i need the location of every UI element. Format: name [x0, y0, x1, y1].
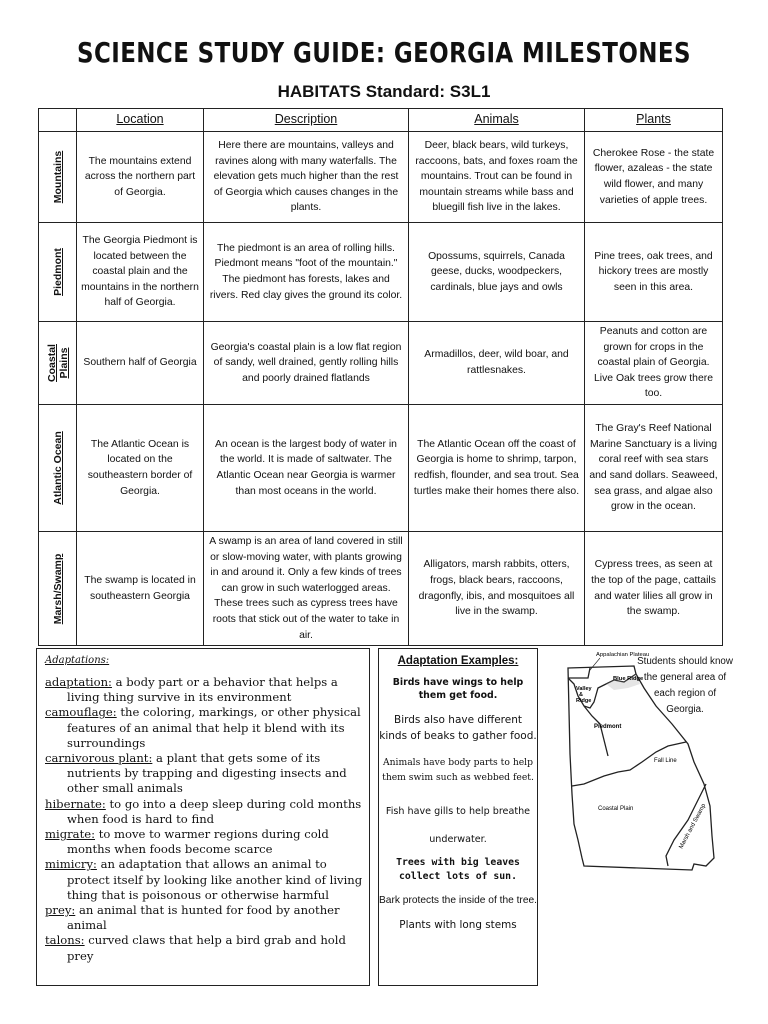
definition-item	[45, 903, 367, 933]
plants-cell: The Gray's Reef National Marine Sanctuary is a living coral reef with sea stars and sand dollars. Seaweed, sea grass, and algae also grow in the ocean.	[585, 404, 723, 531]
map-label-marsh: Marsh and Swamp	[678, 802, 708, 850]
example-item: Birds also have different kinds of beaks to gather food.	[379, 714, 537, 742]
definition-term: talons:	[45, 933, 85, 948]
definition-term: mimicry:	[45, 857, 97, 872]
plants-cell: Cypress trees, as seen at the top of the page, cattails and water lilies all grow in the swamp.	[585, 531, 723, 645]
row-label-mountains: Mountains	[51, 150, 64, 204]
table-row-atlantic-ocean	[39, 404, 723, 531]
definition-text: to move to warmer regions during cold months when foods become scarce	[67, 827, 329, 857]
map-label-piedmont: Piedmont	[594, 724, 622, 730]
row-label-atlantic-ocean: Atlantic Ocean	[51, 431, 64, 505]
definitions-list	[45, 675, 367, 964]
definition-text: a plant that gets some of its nutrients by trapping and digesting insects and other small animals	[67, 751, 347, 796]
description-cell: An ocean is the largest body of water in the world. It is made of saltwater. The Atlantic Ocean near Georgia is warmer than most oceans in the world.	[204, 404, 409, 531]
definition-text: the coloring, markings, or other physical features of an animal that help it blend with its surroundings	[67, 705, 361, 750]
location-cell: Southern half of Georgia	[77, 322, 204, 405]
example-item: Animals have body parts to help them swim such as webbed feet.	[382, 757, 534, 783]
definition-item	[45, 857, 367, 903]
row-label-marsh-swamp: Marsh/Swamp	[51, 553, 64, 624]
animals-cell: Deer, black bears, wild turkeys, raccoons, bats, and foxes roam the mountains. Trout can be found in mountain streams while bass and bluegill fish live in the lakes.	[409, 132, 585, 223]
location-cell: The Atlantic Ocean is located on the southeastern border of Georgia.	[77, 404, 204, 531]
map-label-valley: Valley	[576, 686, 592, 692]
example-item: Plants with long stems	[399, 919, 517, 931]
table-corner-cell	[39, 109, 77, 132]
definition-text: to go into a deep sleep during cold months when food is hard to find	[67, 796, 362, 826]
description-cell: The piedmont is an area of rolling hills. Piedmont means "foot of the mountain." The piedmont has forests, lakes and rivers. Red clay gives the ground its color.	[204, 223, 409, 322]
definition-text: a body part or a behavior that helps a living thing survive in its environment	[67, 675, 338, 705]
row-label-coastal-plains: Coastal Plains	[45, 344, 70, 382]
definition-item	[45, 751, 367, 797]
plants-cell: Cherokee Rose - the state flower, azaleas - the state wild flower, and many varieties of apple trees.	[585, 132, 723, 223]
animals-cell: Armadillos, deer, wild boar, and rattlesnakes.	[409, 322, 585, 405]
column-header-plants: Plants	[585, 109, 723, 132]
map-label-coastal-plain: Coastal Plain	[598, 806, 634, 812]
definition-item	[45, 797, 367, 827]
adaptations-heading: Adaptations:	[45, 655, 110, 666]
row-label-piedmont: Piedmont	[51, 248, 64, 296]
table-row-mountains	[39, 132, 723, 223]
marsh-boundary	[666, 784, 706, 866]
definition-term: prey:	[45, 903, 76, 918]
example-item: Bark protects the inside of the tree.	[379, 895, 537, 906]
row-label-cell	[39, 223, 77, 322]
definition-text: an animal that is hunted for food by another animal	[67, 903, 340, 933]
description-cell: A swamp is an area of land covered in still or slow-moving water, with plants growing in and around it. Only a few kinds of trees can grow in such waterlogged areas. These trees such as cypress trees have roots that stick out of the water to take in air.	[204, 531, 409, 645]
definition-term: camouflage:	[45, 705, 117, 720]
map-label-blue-ridge: Blue Ridge	[613, 676, 644, 682]
location-cell: The swamp is located in southeastern Georgia	[77, 531, 204, 645]
definition-item	[45, 827, 367, 857]
definition-term: hibernate:	[45, 796, 106, 811]
piedmont-line	[584, 706, 608, 756]
definition-text: curved claws that help a bird grab and hold prey	[67, 933, 346, 963]
example-item: Fish have gills to help breathe underwater.	[385, 806, 531, 845]
map-label-ridge: Ridge	[576, 698, 592, 704]
map-label-ampersand: &	[579, 692, 583, 698]
definition-text: an adaptation that allows an animal to protect itself by looking like another kind of living thing that is poisonous or otherwise harmful	[67, 857, 363, 902]
table-row-coastal-plains	[39, 322, 723, 405]
row-label-cell	[39, 322, 77, 405]
map-note: Students should know the general area of each region of Georgia.	[637, 656, 733, 715]
examples-box	[378, 648, 538, 986]
animals-cell: Alligators, marsh rabbits, otters, frogs, black bears, raccoons, dragonfly, ibis, and mosquitoes all live in the swamp.	[409, 531, 585, 645]
column-header-location: Location	[77, 109, 204, 132]
definition-item	[45, 933, 367, 963]
row-label-cell	[39, 404, 77, 531]
example-item: Birds have wings to help them get food.	[392, 677, 524, 701]
definition-item	[45, 705, 367, 751]
page-subtitle: HABITATS Standard: S3L1	[277, 82, 491, 101]
location-cell: The Georgia Piedmont is located between the coastal plain and the mountains in the northern half of Georgia.	[77, 223, 204, 322]
definition-term: adaptation:	[45, 675, 112, 689]
animals-cell: Opossums, squirrels, Canada geese, ducks, woodpeckers, cardinals, blue jays and owls	[409, 223, 585, 322]
column-header-description: Description	[204, 109, 409, 132]
appalachian-pointer	[590, 658, 600, 670]
column-header-animals: Animals	[409, 109, 585, 132]
table-row-piedmont	[39, 223, 723, 322]
examples-heading: Adaptation Examples:	[397, 655, 519, 667]
habitats-table	[38, 108, 723, 646]
example-item: Trees with big leaves collect lots of sun.	[396, 857, 520, 882]
table-row-marsh-swamp	[39, 531, 723, 645]
row-label-cell	[39, 132, 77, 223]
fall-line	[572, 742, 686, 786]
map-label-fall-line: Fall Line	[654, 758, 677, 764]
definition-term: carnivorous plant:	[45, 751, 153, 766]
appalachian-boundary	[568, 668, 590, 678]
definition-item	[45, 675, 367, 705]
map-label-appalachian: Appalachian Plateau	[596, 652, 650, 658]
definition-term: migrate:	[45, 827, 96, 842]
page-title: SCIENCE STUDY GUIDE: GEORGIA MILESTONES	[77, 36, 691, 69]
plants-cell: Pine trees, oak trees, and hickory trees are mostly seen in this area.	[585, 223, 723, 322]
table-header-row	[39, 109, 723, 132]
animals-cell: The Atlantic Ocean off the coast of Georgia is home to shrimp, tarpon, redfish, flounder, and sea trout. Sea turtles make their homes there also.	[409, 404, 585, 531]
location-cell: The mountains extend across the northern part of Georgia.	[77, 132, 204, 223]
row-label-cell	[39, 531, 77, 645]
adaptations-box	[36, 648, 370, 986]
description-cell: Here there are mountains, valleys and ravines along with many waterfalls. The elevation gets much higher than the rest of Georgia which causes changes in the plants.	[204, 132, 409, 223]
plants-cell: Peanuts and cotton are grown for crops in the coastal plain of Georgia. Live Oak trees grow there too.	[585, 322, 723, 405]
description-cell: Georgia's coastal plain is a low flat region of sandy, well drained, gently rolling hills and poorly drained flatlands	[204, 322, 409, 405]
